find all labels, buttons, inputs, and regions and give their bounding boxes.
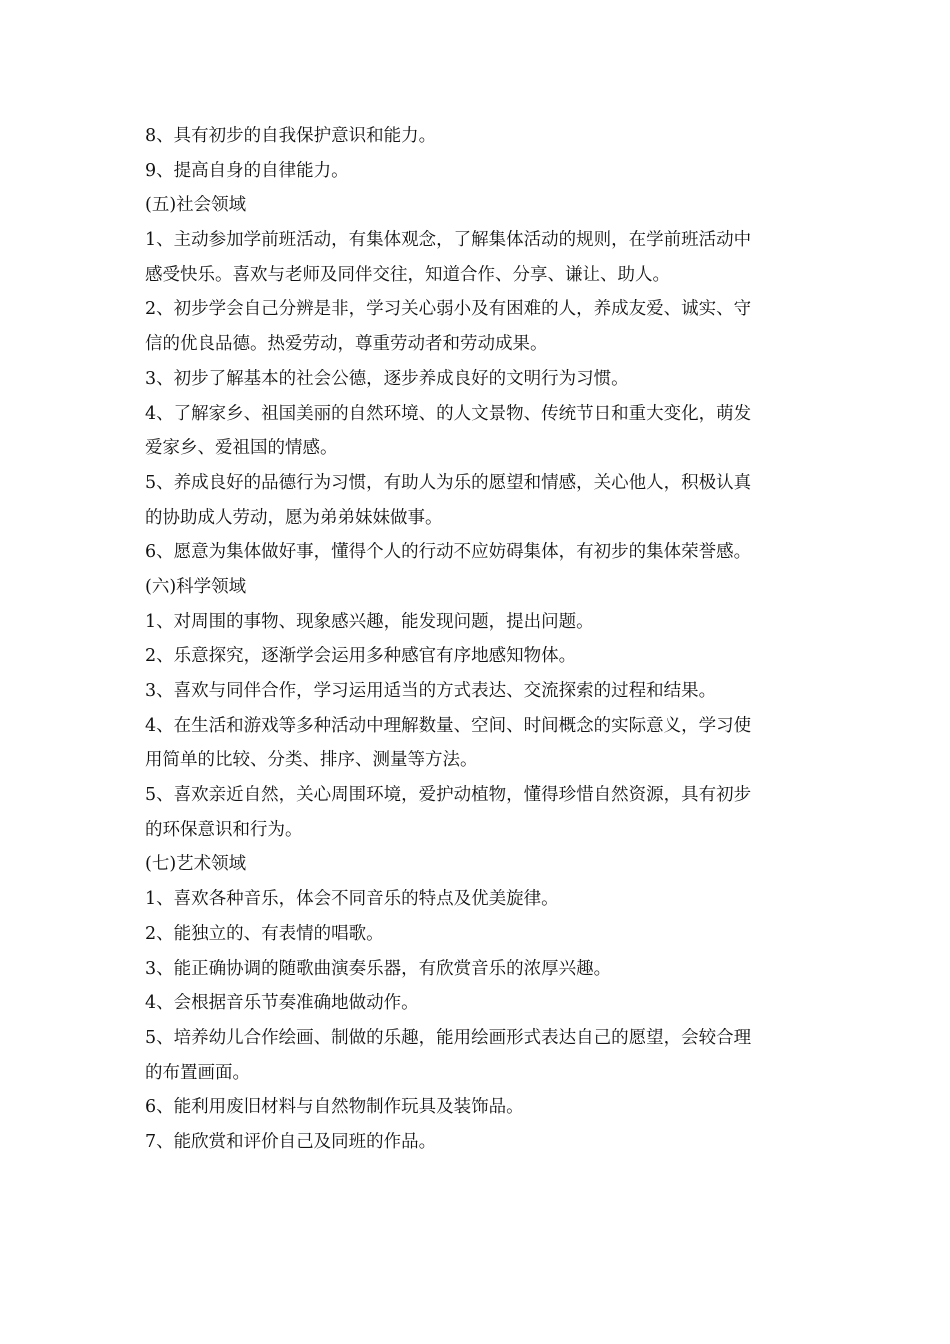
text-line: 3、能正确协调的随歌曲演奏乐器，有欣赏音乐的浓厚兴趣。 (145, 958, 612, 979)
text-line: 5、养成良好的品德行为习惯，有助人为乐的愿望和情感，关心他人，积极认真 (145, 472, 752, 493)
text-line: 的环保意识和行为。 (145, 819, 303, 840)
text-line: 8、具有初步的自我保护意识和能力。 (145, 126, 437, 146)
text-line: 4、在生活和游戏等多种活动中理解数量、空间、时间概念的实际意义，学习使 (145, 715, 752, 736)
text-line: 3、喜欢与同伴合作，学习运用适当的方式表达、交流探索的过程和结果。 (145, 681, 717, 701)
text-line: 2、初步学会自己分辨是非，学习关心弱小及有困难的人，养成友爱、诚实、守 (145, 299, 752, 320)
text-line: 1、喜欢各种音乐，体会不同音乐的特点及优美旋律。 (145, 889, 559, 910)
text-line: 6、愿意为集体做好事，懂得个人的行动不应妨碍集体，有初步的集体荣誉感。 (145, 542, 752, 563)
text-line: 5、培养幼儿合作绘画、制做的乐趣，能用绘画形式表达自己的愿望，会较合理 (145, 1027, 752, 1048)
text-line: 2、乐意探究，逐渐学会运用多种感官有序地感知物体。 (145, 646, 577, 667)
text-line: 7、能欣赏和评价自己及同班的作品。 (145, 1131, 437, 1152)
text-line: 5、喜欢亲近自然，关心周围环境，爱护动植物，懂得珍惜自然资源，具有初步 (145, 785, 752, 806)
text-line: 9、提高自身的自律能力。 (145, 160, 349, 181)
text-line: 用简单的比较、分类、排序、测量等方法。 (145, 750, 478, 771)
text-line: 的布置画面。 (145, 1062, 250, 1083)
text-line: 1、对周围的事物、现象感兴趣，能发现问题，提出问题。 (145, 611, 594, 632)
text-line: 的协助成人劳动，愿为弟弟妹妹做事。 (145, 507, 443, 528)
text-line: 4、了解家乡、祖国美丽的自然环境、的人文景物、传统节日和重大变化，萌发 (145, 403, 752, 424)
text-line: 感受快乐。喜欢与老师及同伴交往，知道合作、分享、谦让、助人。 (145, 264, 670, 285)
section-heading: (七)艺术领域 (145, 854, 247, 875)
text-line: 信的优良品德。热爱劳动，尊重劳动者和劳动成果。 (145, 334, 548, 355)
section-heading: (六)科学领域 (145, 576, 247, 597)
text-line: 1、主动参加学前班活动，有集体观念，了解集体活动的规则，在学前班活动中 (145, 230, 752, 251)
text-line: 4、会根据音乐节奏准确地做动作。 (145, 993, 419, 1014)
text-line: 爱家乡、爱祖国的情感。 (145, 438, 338, 459)
text-line: 6、能利用废旧材料与自然物制作玩具及装饰品。 (145, 1097, 524, 1118)
document-body (145, 119, 810, 1160)
text-line: 2、能独立的、有表情的唱歌。 (145, 923, 384, 944)
text-line: 3、初步了解基本的社会公德，逐步养成良好的文明行为习惯。 (145, 368, 629, 389)
section-heading: (五)社会领域 (145, 195, 247, 216)
